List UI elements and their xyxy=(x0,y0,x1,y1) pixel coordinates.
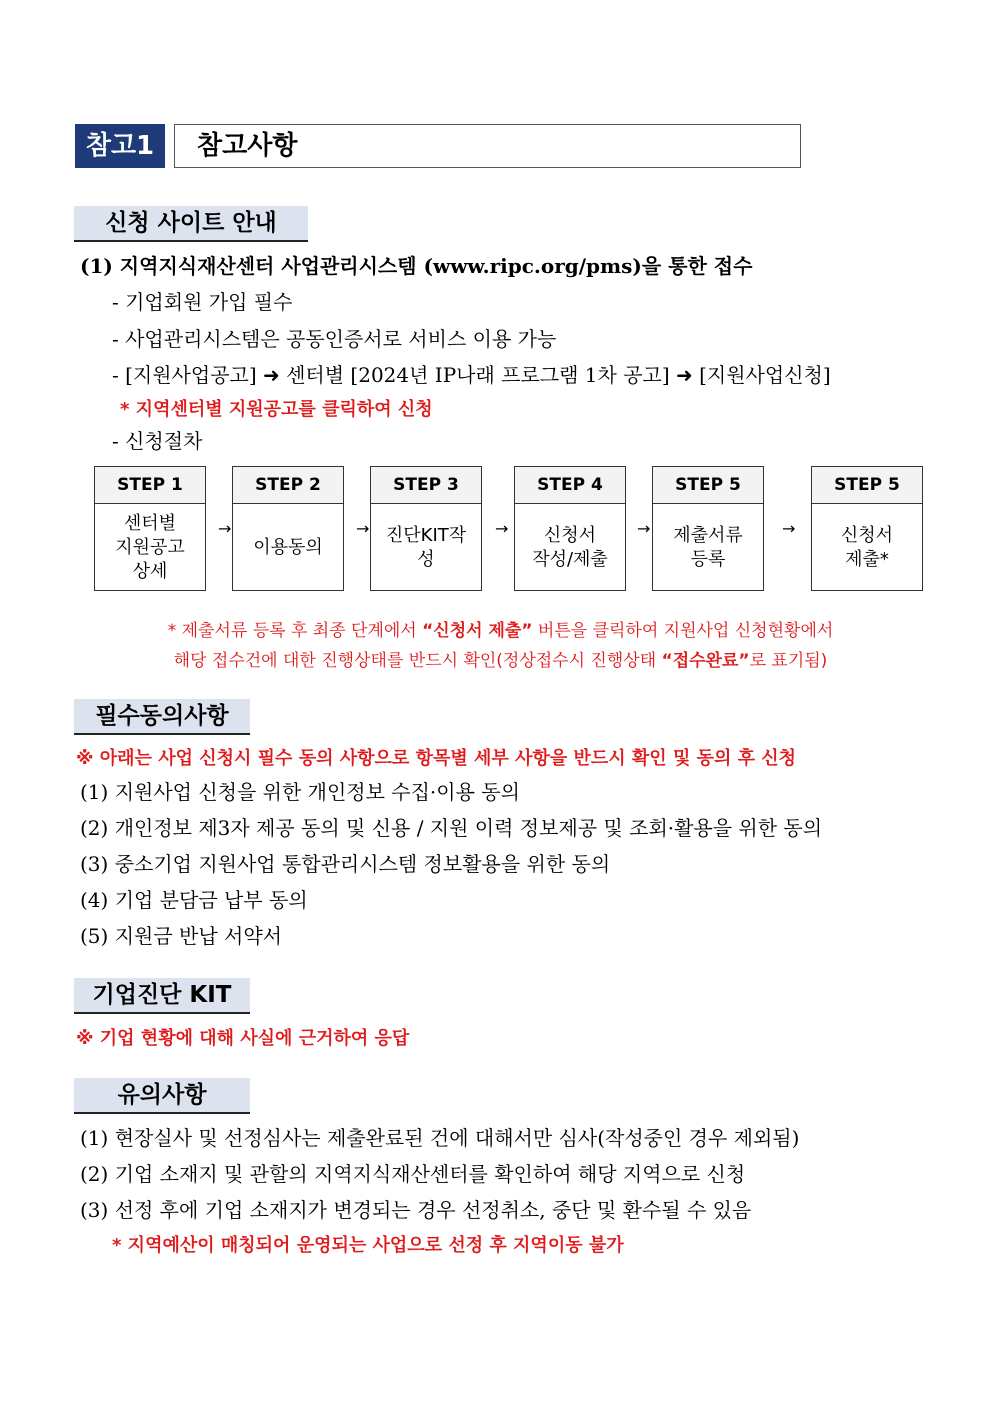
kit-red-note: ※ 기업 현황에 대해 사실에 근거하여 응답 xyxy=(76,1028,410,1049)
section-heading-caution: 유의사항 xyxy=(74,1078,250,1114)
step-title: STEP 1 xyxy=(95,467,205,504)
site-bullet-1: - 기업회원 가입 필수 xyxy=(112,290,293,314)
site-red-note: * 지역센터별 지원공고를 클릭하여 신청 xyxy=(120,399,433,420)
step-box-3 xyxy=(370,466,482,591)
page-title: 참고사항 xyxy=(174,124,801,168)
caution-item-3: (3) 선정 후에 기업 소재지가 변경되는 경우 선정취소, 중단 및 환수될 수 있음 xyxy=(80,1198,752,1222)
arrow-right-icon: → xyxy=(782,519,796,538)
step-body: 신청서 작성/제출 xyxy=(532,524,608,570)
consent-item-3: (3) 중소기업 지원사업 통합관리시스템 정보활용을 위한 동의 xyxy=(80,852,611,876)
step-body: 제출서류 등록 xyxy=(673,524,743,570)
step-box-1 xyxy=(94,466,206,591)
arrow-right-icon: → xyxy=(637,519,651,538)
step-title: STEP 2 xyxy=(233,467,343,504)
site-item-1: (1) 지역지식재산센터 사업관리시스템 (www.ripc.org/pms)을 통한 접수 xyxy=(80,254,753,278)
submit-note-line-1: * 제출서류 등록 후 최종 단계에서 “신청서 제출” 버튼을 클릭하여 지원사업 신청현황에서 xyxy=(167,621,834,641)
arrow-right-icon: → xyxy=(356,519,370,538)
step-body: 신청서 제출* xyxy=(840,524,894,570)
section-heading-kit: 기업진단 KIT xyxy=(74,978,250,1014)
procedure-label: - 신청절차 xyxy=(112,429,203,453)
section-heading-site: 신청 사이트 안내 xyxy=(74,206,308,242)
consent-item-2: (2) 개인정보 제3자 제공 동의 및 신용 / 지원 이력 정보제공 및 조회·활용을 위한 동의 xyxy=(80,816,823,840)
submit-note-line-2: 해당 접수건에 대한 진행상태를 반드시 확인(정상접수시 진행상태 “접수완료”로 표기됨) xyxy=(173,651,828,671)
title-tag: 참고1 xyxy=(75,124,165,168)
consent-item-5: (5) 지원금 반납 서약서 xyxy=(80,924,282,948)
step-body: 진단KIT작 성 xyxy=(385,524,467,570)
consent-item-4: (4) 기업 분담금 납부 동의 xyxy=(80,888,308,912)
caution-item-2: (2) 기업 소재지 및 관할의 지역지식재산센터를 확인하여 해당 지역으로 신청 xyxy=(80,1162,746,1186)
step-body: 센터별 지원공고 상세 xyxy=(115,512,185,582)
step-title: STEP 4 xyxy=(515,467,625,504)
step-title: STEP 3 xyxy=(371,467,481,504)
step-title: STEP 5 xyxy=(812,467,922,504)
site-bullet-3: - [지원사업공고] ➜ 센터별 [2024년 IP나래 프로그램 1차 공고] ➜ [지원사업신청] xyxy=(112,363,831,387)
site-bullet-2: - 사업관리시스템은 공동인증서로 서비스 이용 가능 xyxy=(112,327,557,351)
step-box-5 xyxy=(652,466,764,591)
consent-item-1: (1) 지원사업 신청을 위한 개인정보 수집·이용 동의 xyxy=(80,780,520,804)
caution-item-1: (1) 현장실사 및 선정심사는 제출완료된 건에 대해서만 심사(작성중인 경우 제외됨) xyxy=(80,1126,800,1150)
step-box-6 xyxy=(811,466,923,591)
step-title: STEP 5 xyxy=(653,467,763,504)
step-box-2 xyxy=(232,466,344,591)
arrow-right-icon: → xyxy=(218,519,232,538)
arrow-right-icon: → xyxy=(495,519,509,538)
caution-red-note: * 지역예산이 매칭되어 운영되는 사업으로 선정 후 지역이동 불가 xyxy=(112,1235,624,1256)
section-heading-consent: 필수동의사항 xyxy=(74,699,250,735)
step-box-4 xyxy=(514,466,626,591)
consent-red-note: ※ 아래는 사업 신청시 필수 동의 사항으로 항목별 세부 사항을 반드시 확인 및 동의 후 신청 xyxy=(76,748,797,769)
step-body: 이용동의 xyxy=(253,536,323,558)
